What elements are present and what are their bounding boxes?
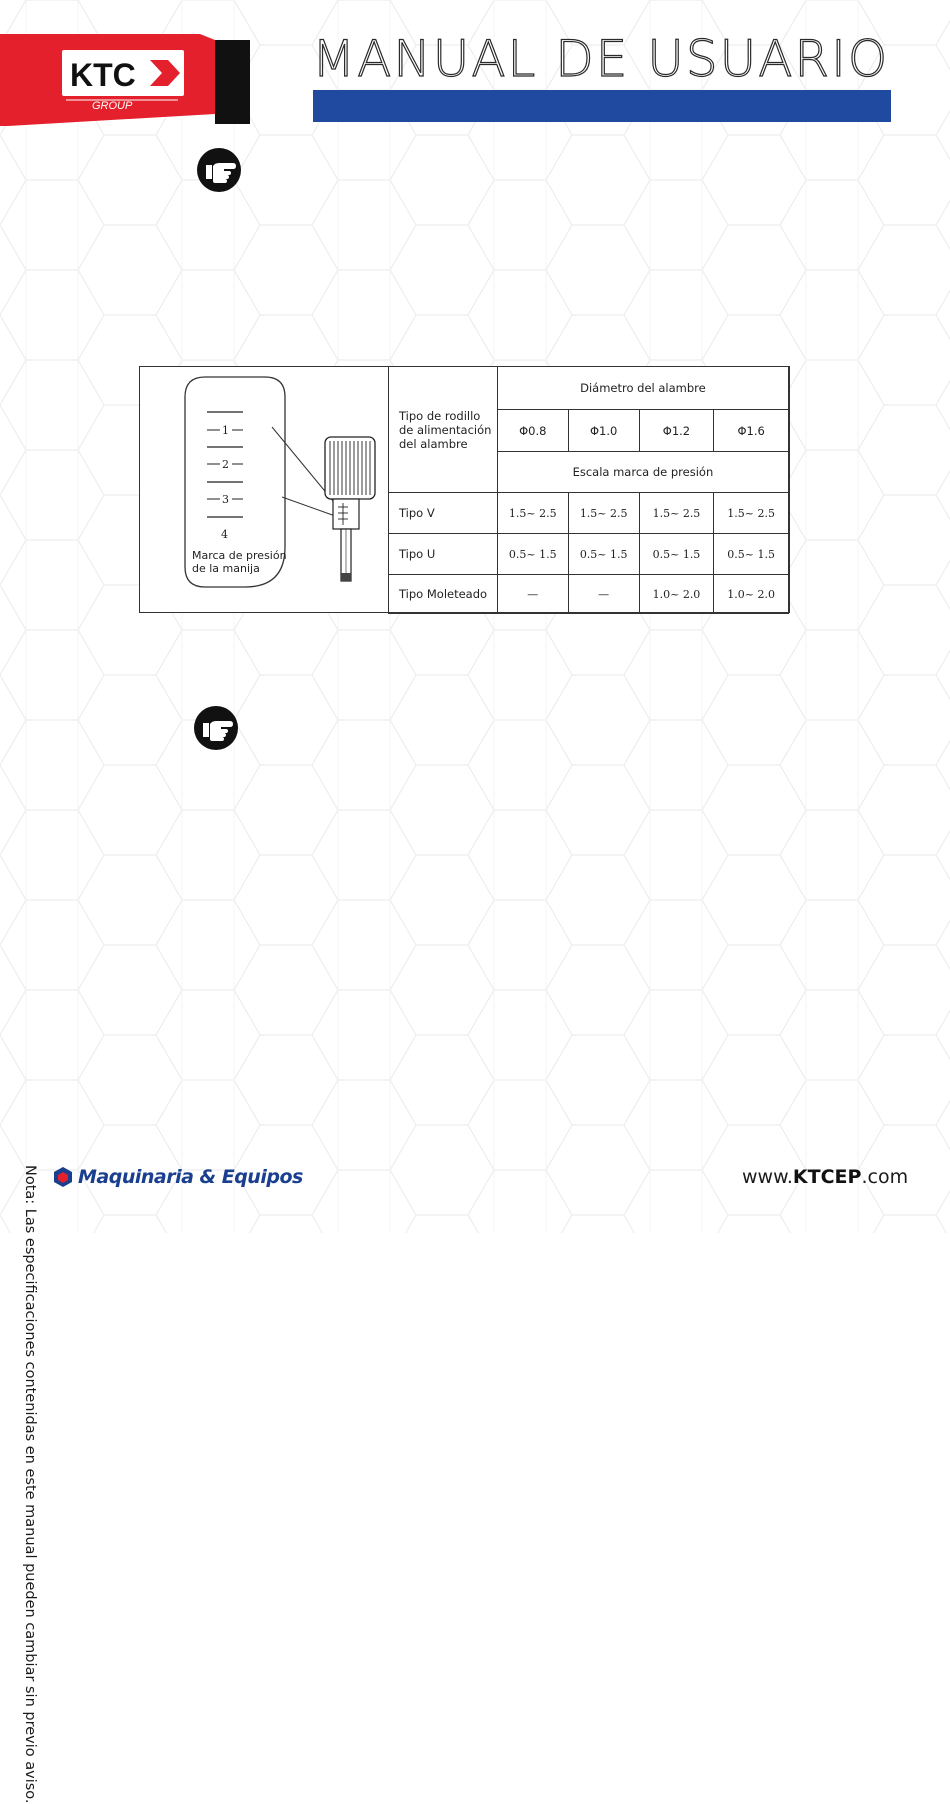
table-cell: 0.5~ 1.5 bbox=[497, 534, 568, 575]
scale-mark-1: 1 bbox=[222, 424, 229, 437]
table-cell: 0.5~ 1.5 bbox=[639, 534, 714, 575]
diameter-0-8: Φ0.8 bbox=[497, 410, 568, 452]
side-note: Nota: Las especificaciones contenidas en este manual pueden cambiar sin previo aviso. bbox=[22, 1165, 38, 1804]
brand-hexagon-icon bbox=[52, 1166, 74, 1188]
diameter-1-0: Φ1.0 bbox=[568, 410, 639, 452]
row-label: Tipo V bbox=[389, 493, 498, 534]
table-cell: 1.5~ 2.5 bbox=[714, 493, 789, 534]
table-cell: 1.0~ 2.0 bbox=[714, 575, 789, 614]
diameter-header: Diámetro del alambre bbox=[497, 367, 788, 410]
svg-text:KTC: KTC bbox=[70, 57, 136, 93]
scale-mark-4: 4 bbox=[221, 528, 228, 541]
table-cell: 0.5~ 1.5 bbox=[568, 534, 639, 575]
footer-brand bbox=[52, 1164, 303, 1190]
pressure-spec-block bbox=[139, 366, 790, 613]
table-cell: 1.0~ 2.0 bbox=[639, 575, 714, 614]
table-cell: 0.5~ 1.5 bbox=[714, 534, 789, 575]
table-cell: — bbox=[497, 575, 568, 614]
pressure-scale-table bbox=[388, 366, 789, 614]
table-row bbox=[389, 575, 789, 614]
diameter-1-6: Φ1.6 bbox=[714, 410, 789, 452]
table-cell: 1.5~ 2.5 bbox=[639, 493, 714, 534]
table-cell: — bbox=[568, 575, 639, 614]
pointing-hand-icon bbox=[193, 705, 239, 751]
table-row-header: Tipo de rodillo de alimentación del alambre bbox=[389, 367, 498, 493]
scale-header: Escala marca de presión bbox=[497, 452, 788, 493]
scale-mark-2: 2 bbox=[222, 458, 229, 471]
pressure-handle-drawing bbox=[140, 367, 388, 612]
table-row bbox=[389, 534, 789, 575]
diameter-1-2: Φ1.2 bbox=[639, 410, 714, 452]
table-row bbox=[389, 493, 789, 534]
row-label: Tipo Moleteado bbox=[389, 575, 498, 614]
footer-brand-text: Maquinaria & Equipos bbox=[78, 1166, 303, 1188]
pointing-hand-icon bbox=[196, 147, 242, 193]
table-cell: 1.5~ 2.5 bbox=[497, 493, 568, 534]
table-cell: 1.5~ 2.5 bbox=[568, 493, 639, 534]
ktc-logo bbox=[0, 34, 250, 126]
row-label: Tipo U bbox=[389, 534, 498, 575]
figure-caption: Marca de presión de la manija bbox=[192, 549, 287, 575]
svg-text:GROUP: GROUP bbox=[92, 100, 133, 112]
page-title: MANUAL DE USUARIO bbox=[312, 30, 890, 88]
footer-website-link[interactable]: www.KTCEP.com bbox=[742, 1166, 909, 1188]
scale-mark-3: 3 bbox=[222, 493, 229, 506]
header-bar bbox=[313, 90, 891, 122]
